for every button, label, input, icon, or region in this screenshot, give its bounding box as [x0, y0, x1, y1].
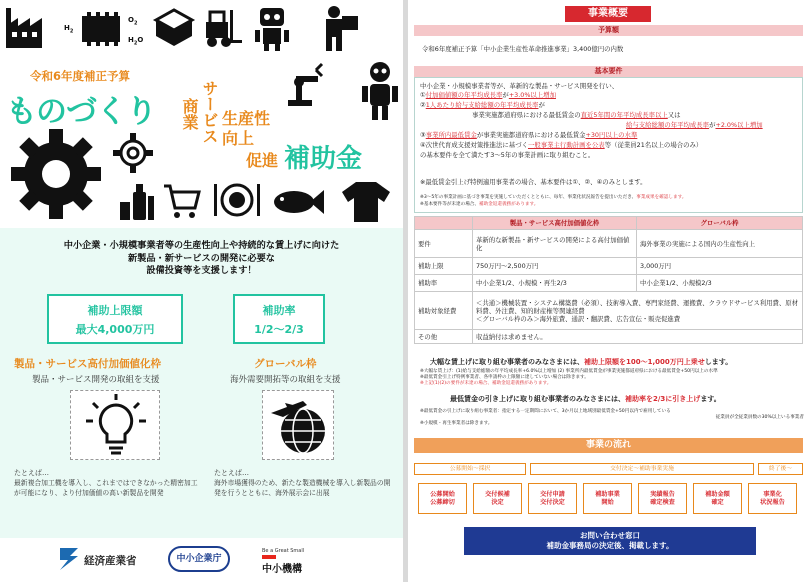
- lightbulb-icon: [71, 391, 161, 461]
- budget-text: 令和6年度補正予算「中小企業生産性革命推進事業」3,400億円の内数: [422, 45, 624, 53]
- robot-arm-icon: [284, 62, 324, 108]
- req-line-2: ②1人あたり給与支給総額の年平均成長率が: [420, 101, 545, 109]
- flow-heading: 事業の流れ: [414, 438, 803, 453]
- req-line-5: の基本要件を全て満たす3〜5年の事業計画に取り組むこと。: [420, 151, 595, 159]
- smrj-logo-text: 中小機構: [262, 564, 302, 575]
- example-global-text: 海外市場獲得のため、新たな製造機械を導入し新製品の開発を行うとともに、海外展示会に出展: [214, 479, 391, 497]
- flow-phase-3: 終了後〜: [758, 463, 803, 475]
- req-line-2c: 給与支給総額の年平均成長率が+2.0%以上増加: [626, 121, 763, 129]
- rate-value: 1/2〜2/3: [254, 323, 304, 336]
- water-label: $H_2O$: [128, 36, 144, 47]
- shopping-cart-icon: [162, 182, 202, 220]
- sokushin-text: 促進: [246, 151, 279, 170]
- large-gear-icon: [10, 128, 102, 220]
- smrj-tagline: Be a Great Small: [262, 548, 305, 554]
- frame-title-global: グローバル枠: [254, 358, 317, 370]
- table-row: 補助率 中小企業1/2、小規模・再生2/3 中小企業1/2、小規模2/3: [415, 275, 803, 292]
- col-head-value: 製品・サービス高付加価値化枠: [473, 217, 637, 230]
- flow-step: 事業化 状況報告: [748, 483, 797, 514]
- shogyo-vertical: 商業: [180, 98, 199, 130]
- fish-icon: [272, 188, 324, 216]
- flow-step: 交付申請 交付決定: [528, 483, 577, 514]
- kojo-text: 向上: [222, 129, 255, 148]
- smrj-logo-mark: [262, 555, 276, 559]
- table-row: その他 収益納付は求めません。: [415, 330, 803, 344]
- dining-icon: [210, 180, 264, 220]
- oxygen-label: $O_2$: [128, 16, 138, 27]
- intro-text: 中小企業・小規模事業者等の生産性向上や持続的な賃上げに向けた 新製品・新サービスの開発に必要な 設備投資等を支援します！: [63, 240, 340, 276]
- fuel-cell-icon: [78, 12, 124, 46]
- rate-title: 補助率: [262, 304, 296, 317]
- airplane-globe-icon: [263, 391, 335, 461]
- robot-icon: [254, 4, 290, 52]
- lower-area: [0, 228, 403, 538]
- example-global-head: たとえば…: [214, 469, 249, 477]
- req-small-1: ※3〜5年の事業計画に基づき事業を実施していただくとともに、毎年、事業化状況報告を提出いただき、事業成果を確認します。: [420, 195, 687, 200]
- flow-step: 交付候補 決定: [473, 483, 522, 514]
- col-head-global: グローバル枠: [637, 217, 803, 230]
- meti-logo-icon: [58, 546, 80, 572]
- frame-sub-global: 海外需要開拓等の取組を支援: [230, 375, 341, 385]
- flow-phase-2: 交付決定〜補助事業実施: [530, 463, 754, 475]
- wage-up-notes: ※大幅な賃上げ：(1)給与支給総額の年平均成長率+6.0%以上増加 (2) 事業所内最低賃金が事業実施都道府県における最低賃金+50円以上の水準 ※最低賃金引上げ特例事業者、各申請枠の上限額に達していない場合は除きます。 ※上記(1)(2)の要件が未達の場合、補助金返還義務があります。: [420, 369, 718, 387]
- chusho-logo: 中小企業庁: [168, 546, 230, 572]
- req-small-2: ※基本要件等が未達の場合、補助金返還義務があります。: [420, 202, 539, 207]
- humanoid-robot-icon: [360, 60, 400, 124]
- table-row: 要件 革新的な新製品・新サービスの開発による高付加価値化 海外事業の実施による国内の生産性向上: [415, 230, 803, 258]
- req-line-4: ④次世代育成支援対策推進法に基づく一般事業主行動計画を公表等（従業員21名以上の場合のみ）: [420, 141, 703, 149]
- left-panel: [0, 0, 403, 582]
- table-row: 補助対象経費 ＜共通＞機械装置・システム構築費（必須）、技術導入費、専門家経費、運搬費、クラウドサービス利用費、原材料費、外注費、知的財産権等関連経費 ＜グローバル枠のみ＞海外旅費、通訳・翻訳費、広告宣伝・販売促進費: [415, 292, 803, 330]
- requirements-head: 基本要件: [414, 66, 803, 77]
- hojokin-text: 補助金: [284, 144, 363, 174]
- overview-heading: 事業概要: [565, 6, 651, 22]
- forklift-icon: [200, 8, 244, 50]
- seisansei-text: 生産性: [222, 109, 271, 128]
- globe-card: [262, 390, 334, 460]
- stacked-boxes-icon: [152, 6, 196, 48]
- example-value-text: 最新複合加工機を導入し、これまではできなかった精密加工が可能になり、より付加価値の高い新製品を開発: [14, 479, 198, 497]
- req-line-1: ①付加価値額の年平均成長率が+3.0%以上増加: [420, 91, 556, 99]
- req-intro: 中小企業・小規模事業者等が、革新的な製品・サービス開発を行い、: [420, 82, 619, 90]
- tshirt-icon: [340, 180, 392, 224]
- logo-footer: [0, 538, 403, 582]
- budget-head: 予算額: [414, 25, 803, 36]
- contact-box: お問い合わせ窓口 補助金事務局の決定後、掲載します。: [464, 527, 756, 555]
- service-vertical: サービス: [200, 80, 219, 144]
- min-wage-headline: 最低賃金の引き上げに取り組む事業者のみなさまには、補助率を2/3に引き上げます。: [450, 395, 721, 403]
- bottles-icon: [116, 180, 156, 222]
- flow-step: 補助金額 確定: [693, 483, 742, 514]
- meti-logo-text: 経済産業省: [84, 555, 137, 567]
- example-value-head: たとえば…: [14, 469, 49, 477]
- budget-line: 令和6年度補正予算: [30, 69, 131, 83]
- frame-sub-value: 製品・サービス開発の取組を支援: [32, 375, 160, 385]
- flow-step: 公募開始 公募締切: [418, 483, 467, 514]
- req-line-3: ③事業所内最低賃金が事業実施都道府県における最低賃金+30円以上の水準: [420, 131, 638, 139]
- flow-phase-1: 公募開始〜採択: [414, 463, 526, 475]
- factory-icon: [4, 6, 52, 50]
- lightbulb-card: [70, 390, 160, 460]
- flyer-title: ものづくり: [6, 94, 156, 130]
- rate-box: [233, 294, 325, 344]
- page-divider: [403, 0, 408, 582]
- flow-step: 実績報告 確定検査: [638, 483, 687, 514]
- small-gear-icon: [112, 132, 154, 174]
- req-note: ※最低賃金引上げ特例適用事業者の場合、基本要件は①、②、④のみとします。: [420, 178, 647, 186]
- hero-area: [0, 0, 403, 228]
- hydrogen-label: $H_2$: [64, 24, 74, 35]
- delivery-icon: [318, 4, 360, 52]
- frame-title-value: 製品・サービス高付加価値化枠: [14, 358, 161, 370]
- frame-table: [414, 216, 803, 344]
- limit-box: [47, 294, 183, 344]
- limit-title: 補助上限額: [87, 304, 143, 317]
- req-line-2b: 事業実施都道府県における最低賃金の直近5年間の年平均成長率以上又は: [472, 111, 681, 119]
- wage-up-headline: 大幅な賃上げに取り組む事業者のみなさまには、補助上限額を100〜1,000万円上乗せします。: [430, 358, 733, 366]
- min-wage-notes: ※最低賃金の引上げに取り組む事業者：指定する一定期間において、3か月以上地域別最低賃金+50円以内で雇用している 従業員が全従業員数の30%以上いる事業者 ※小規模・再生事業者は除きます。: [420, 409, 804, 427]
- flow-step: 補助事業 開始: [583, 483, 632, 514]
- table-row: 補助上限 750万円〜2,500万円 3,000万円: [415, 258, 803, 275]
- limit-value: 最大4,000万円: [75, 323, 155, 336]
